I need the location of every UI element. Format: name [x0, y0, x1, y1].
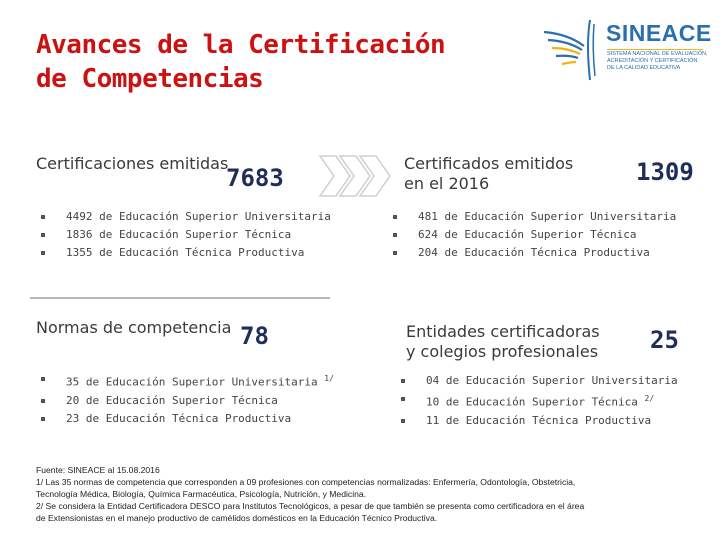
certificados-2016-label-line-1: Certificados emitidos — [404, 154, 574, 173]
certificados-2016-total: 1309 — [636, 158, 694, 186]
logo-subtitle-line: SISTEMA NACIONAL DE EVALUACIÓN, — [607, 51, 708, 57]
footnote-source: Fuente: SINEACE al 15.08.2016 — [36, 465, 160, 475]
logo-subtitle-line: ACREDITACIÓN Y CERTIFICACIÓN — [607, 58, 698, 64]
normas-total: 78 — [240, 322, 269, 350]
footnote-line: de Extensionistas en el manejo productivo de camélidos domésticos en la Educación Técnico Productiva. — [36, 513, 438, 523]
footnote-line: Tecnología Médica, Biología, Química Farmacéutica, Psicología, Nutrición, y Medicina. — [36, 489, 367, 499]
list-item: 1836 de Educación Superior Técnica — [36, 226, 331, 244]
entidades-label-line-1: Entidades certificadoras — [406, 322, 600, 341]
normas-list — [36, 370, 334, 428]
footnote-mark: 1/ — [324, 374, 334, 383]
list-item: 481 de Educación Superior Universitaria — [388, 208, 676, 226]
logo-underline — [607, 49, 703, 50]
list-item — [36, 410, 334, 428]
normas-label: Normas de competencia — [36, 318, 232, 337]
list-item: 204 de Educación Técnica Productiva — [388, 244, 676, 262]
footnotes — [36, 464, 696, 524]
entidades-total: 25 — [650, 326, 679, 354]
footnote-line: 1/ Las 35 normas de competencia que corresponden a 09 profesiones con competencias normalizadas: Enfermería, Odontología, Obstetricia, — [36, 477, 576, 487]
list-item: 4492 de Educación Superior Universitaria — [36, 208, 331, 226]
entidades-label-line-2: y colegios profesionales — [406, 342, 599, 361]
list-item-text: 11 de Educación Técnica Productiva — [426, 413, 652, 427]
list-item-text: 10 de Educación Superior Técnica — [426, 395, 638, 409]
list-item — [396, 412, 678, 430]
logo-name: SINEACE — [606, 20, 712, 46]
certificaciones-label: Certificaciones emitidas — [36, 154, 229, 173]
footnote-mark: 2/ — [644, 394, 655, 403]
page-title — [36, 28, 456, 96]
page-title-line-1: Avances de la Certificación — [36, 30, 446, 60]
chevron-arrows-icon — [318, 152, 398, 200]
list-item-text: 20 de Educación Superior Técnica — [66, 393, 278, 407]
certificados-2016-label — [404, 154, 573, 194]
list-item-text: 23 de Educación Técnica Productiva — [66, 411, 292, 425]
logo-subtitle-line: DE LA CALIDAD EDUCATIVA — [607, 65, 681, 71]
list-item: 624 de Educación Superior Técnica — [388, 226, 676, 244]
list-item — [36, 392, 334, 410]
list-item: 1355 de Educación Técnica Productiva — [36, 244, 331, 262]
page-title-line-2: de Competencias — [36, 64, 264, 94]
certificados-2016-label-line-2: en el 2016 — [404, 174, 490, 193]
sineace-emblem-icon — [538, 14, 608, 84]
entidades-list — [396, 372, 678, 430]
list-item — [36, 370, 334, 392]
footnote-line: 2/ Se considera la Entidad Certificadora DESCO para Institutos Tecnológicos, a pesar de que también se presenta como certificadora en el área — [36, 501, 585, 511]
list-item — [396, 372, 678, 390]
entidades-label — [406, 322, 600, 362]
list-item — [396, 390, 678, 412]
certificados-2016-list — [388, 208, 676, 262]
section-divider — [30, 297, 330, 299]
logo-subtitle — [607, 51, 711, 72]
list-item-text: 35 de Educación Superior Universitaria — [66, 375, 318, 389]
certificaciones-total: 7683 — [226, 164, 284, 192]
certificaciones-list — [36, 208, 331, 262]
sineace-logo — [538, 14, 710, 84]
list-item-text: 04 de Educación Superior Universitaria — [426, 374, 678, 387]
